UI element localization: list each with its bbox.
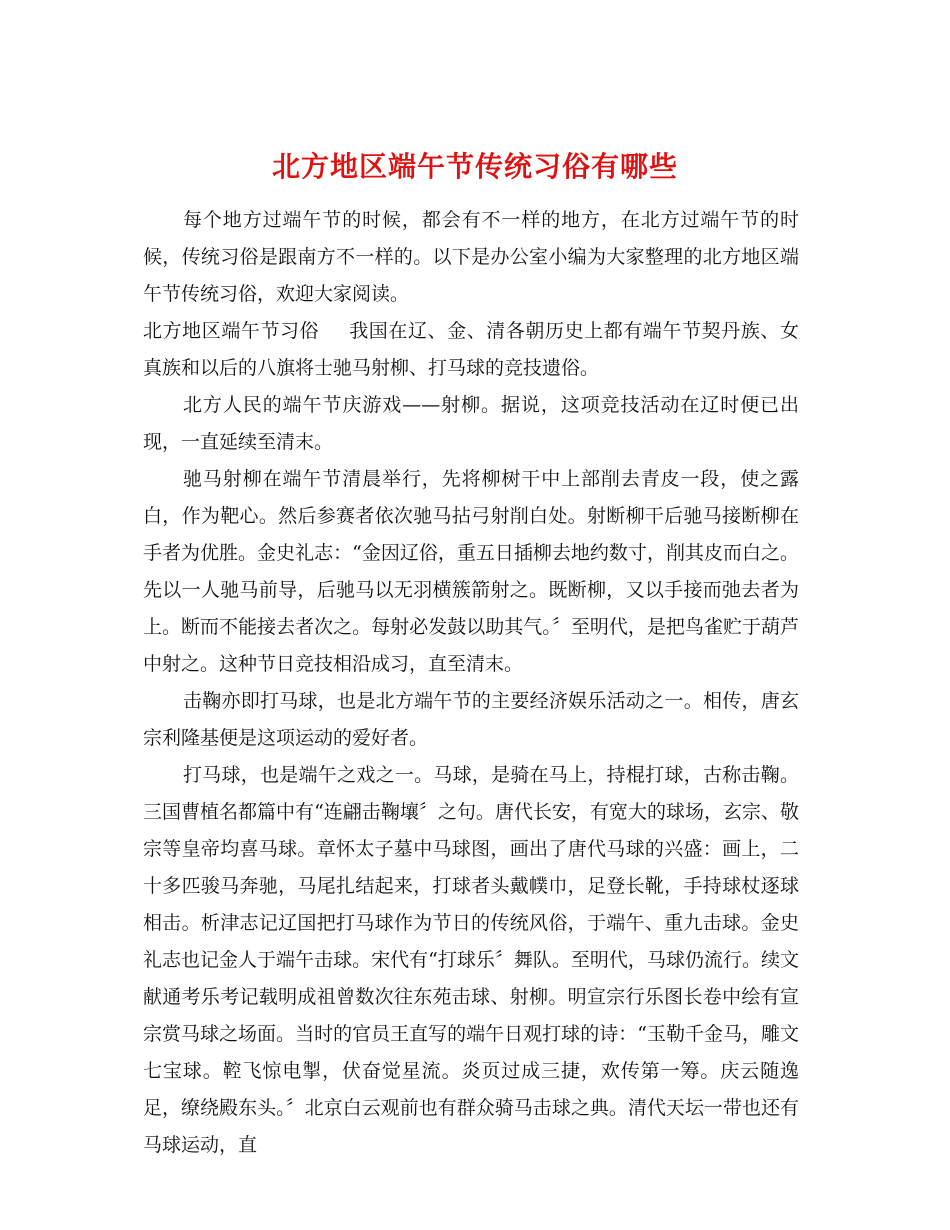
section-text: 我国在辽、金、清各朝历史上都有端午节契丹族、女真族和以后的八旗将士驰马射柳、打马球的竞技遗俗。 <box>143 320 799 379</box>
section-heading: 北方地区端午节习俗 <box>143 320 320 342</box>
paragraph-maqiu-history: 打马球，也是端午之戏之一。马球，是骑在马上，持棍打球，古称击鞠。三国曹植名都篇中有“连翩击鞠壤〞之句。唐代长安，有宽大的球场，玄宗、敬宗等皇帝均喜马球。章怀太子墓中马球图，画出了唐代马球的兴盛：画上，二十多匹骏马奔驰，马尾扎结起来，打球者头戴幞巾，足登长靴，手持球杖逐球相击。析津志记辽国把打马球作为节日的传统风俗，于端午、重九击球。金史礼志也记金人于端午击球。宋代有“打球乐〞舞队。至明代，马球仍流行。续文献通考乐考记载明成祖曾数次往东苑击球、射柳。明宣宗行乐图长卷中绘有宣宗赏马球之场面。当时的官员王直写的端午日观打球的诗：“玉勒千金马，雕文七宝球。鞚飞惊电掣，伏奋觉星流。炎页过成三捷，欢传第一筹。庆云随逸足，缭绕殿东头。〞北京白云观前也有群众骑马击球之典。清代天坛一带也还有马球运动，直 <box>143 764 799 1156</box>
paragraph-sheliu-detail: 驰马射柳在端午节清晨举行，先将柳树干中上部削去青皮一段，使之露白，作为靶心。然后参赛者依次驰马拈弓射削白处。射断柳干后驰马接断柳在手者为优胜。金史礼志：“金因辽俗，重五日插柳去地约数寸，削其皮而白之。先以一人驰马前导，后驰马以无羽横簇箭射之。既断柳，又以手接而弛去者为上。断而不能接去者次之。每射必发鼓以助其气。〞至明代，是把鸟雀贮于葫芦中射之。这种节日竞技相沿成习，直至清末。 <box>143 468 799 675</box>
intro-paragraph: 每个地方过端午节的时候，都会有不一样的地方，在北方过端午节的时候，传统习俗是跟南方不一样的。以下是办公室小编为大家整理的北方地区端午节传统习俗，欢迎大家阅读。 <box>143 209 799 305</box>
section-paragraph <box>143 313 799 387</box>
document-body <box>143 202 799 1164</box>
page-title: 北方地区端午节传统习俗有哪些 <box>271 149 678 183</box>
paragraph-sheliu-intro: 北方人民的端午节庆游戏——射柳。据说，这项竞技活动在辽时便已出现，一直延续至清末。 <box>143 394 799 453</box>
paragraph-jiju-intro: 击鞠亦即打马球，也是北方端午节的主要经济娱乐活动之一。相传，唐玄宗利隆基便是这项运动的爱好者。 <box>143 690 799 749</box>
